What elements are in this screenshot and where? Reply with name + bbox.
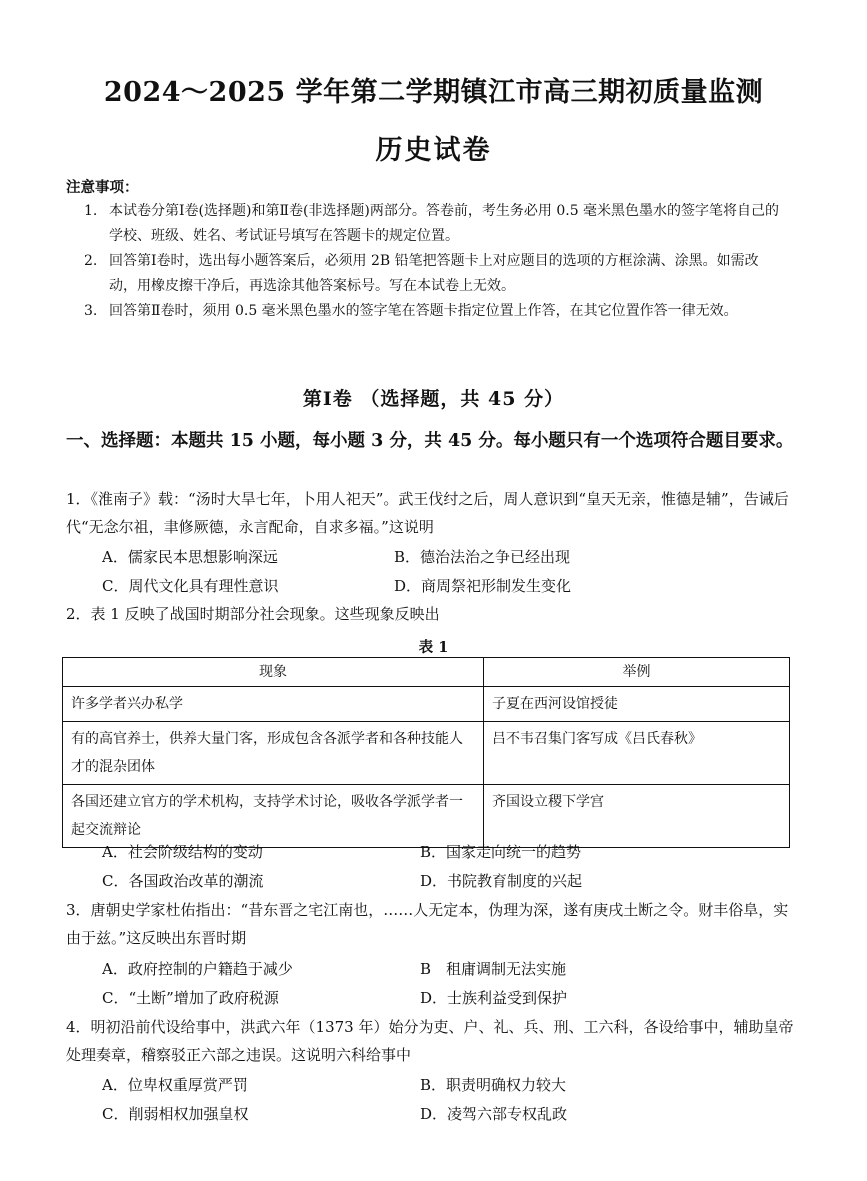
table-header: 举例 [484,658,790,687]
question-4-option-b: B．职责明确权力较大 [420,1076,567,1094]
table-header: 现象 [63,658,484,687]
table-cell: 吕不韦召集门客写成《吕氏春秋》 [484,722,790,785]
question-2-option-b: B．国家走向统一的趋势 [420,843,582,861]
question-3-option-c: C．“土断”增加了政府税源 [102,989,279,1007]
question-3-option-d: D．士族利益受到保护 [420,989,568,1007]
question-3-stem: 3．唐朝史学家杜佑指出：“昔东晋之宅江南也，……人无定本，伪理为深，遂有庚戌土断之令。财丰俗阜，实由于兹。”这反映出东晋时期 [66,901,789,947]
table-cell: 齐国设立稷下学宫 [484,785,790,848]
phenomena-table [62,657,790,848]
question-2-option-c: C．各国政治改革的潮流 [102,872,264,890]
table-cell: 子夏在西河设馆授徒 [484,687,790,722]
question-2-option-d: D．书院教育制度的兴起 [420,872,583,890]
notes-heading: 注意事项： [66,179,139,196]
note-number: 2. [84,253,98,269]
table-row [63,687,790,722]
part-heading: 一、选择题：本题共 15 小题，每小题 3 分，共 45 分。每小题只有一个选项符合题目要求。 [66,431,794,451]
note-item [84,299,784,324]
table-cell: 各国还建立官方的学术机构，支持学术讨论，吸收各学派学者一起交流辩论 [63,785,484,848]
note-number: 1. [84,203,98,219]
note-item [84,199,784,249]
question-1-option-b: B．德治法治之争已经出现 [394,548,571,566]
exam-subtitle: 历史试卷 [375,135,492,166]
section-title: 第Ⅰ卷 （选择题，共 45 分） [302,388,565,410]
table-row [63,785,790,848]
question-3-option-b: B 租庸调制无法实施 [420,960,567,978]
question-4-option-c: C．削弱相权加强皇权 [102,1105,249,1123]
question-1-option-a: A．儒家民本思想影响深远 [102,548,278,566]
question-4-option-d: D．凌驾六部专权乱政 [420,1105,568,1123]
note-text: 回答第Ⅰ卷时，选出每小题答案后，必须用 2B 铅笔把答题卡上对应题目的选项的方框涂满、涂黑。如需改动，用橡皮擦干净后，再选涂其他答案标号。写在本试卷上无效。 [109,253,759,294]
note-text: 本试卷分第Ⅰ卷(选择题)和第Ⅱ卷(非选择题)两部分。答卷前，考生务必用 0.5 毫米黑色墨水的签字笔将自己的学校、班级、姓名、考试证号填写在答题卡的规定位置。 [109,203,780,244]
question-4-option-a: A．位卑权重厚赏严罚 [102,1076,248,1094]
exam-title: 2024～2025 学年第二学期镇江市高三期初质量监测 [103,77,764,108]
table-cell: 有的高官养士，供养大量门客，形成包含各派学者和各种技能人才的混杂团体 [63,722,484,785]
question-1-option-c: C．周代文化具有理性意识 [102,577,279,595]
table-row [63,722,790,785]
question-1-option-d: D．商周祭祀形制发生变化 [394,577,572,595]
note-text: 回答第Ⅱ卷时，须用 0.5 毫米黑色墨水的签字笔在答题卡指定位置上作答，在其它位置作答一律无效。 [109,303,738,319]
table-header-row [63,658,790,687]
question-2-option-a: A．社会阶级结构的变动 [102,843,263,861]
question-2-stem: 2．表 1 反映了战国时期部分社会现象。这些现象反映出 [66,605,440,623]
question-3-option-a: A．政府控制的户籍趋于减少 [102,960,293,978]
question-4-stem: 4．明初沿前代设给事中，洪武六年（1373 年）始分为吏、户、礼、兵、刑、工六科，各设给事中，辅助皇帝处理奏章，稽察驳正六部之违误。这说明六科给事中 [66,1018,794,1064]
table-caption: 表 1 [418,639,449,656]
question-1-stem: 1．《淮南子》载：“汤时大旱七年，卜用人祀天”。武王伐纣之后，周人意识到“皇天无亲，惟德是辅”，告诫后代“无念尔祖，聿修厥德，永言配命，自求多福。”这说明 [66,490,789,536]
note-item [84,249,784,299]
note-number: 3. [84,303,98,319]
table-cell: 许多学者兴办私学 [63,687,484,722]
